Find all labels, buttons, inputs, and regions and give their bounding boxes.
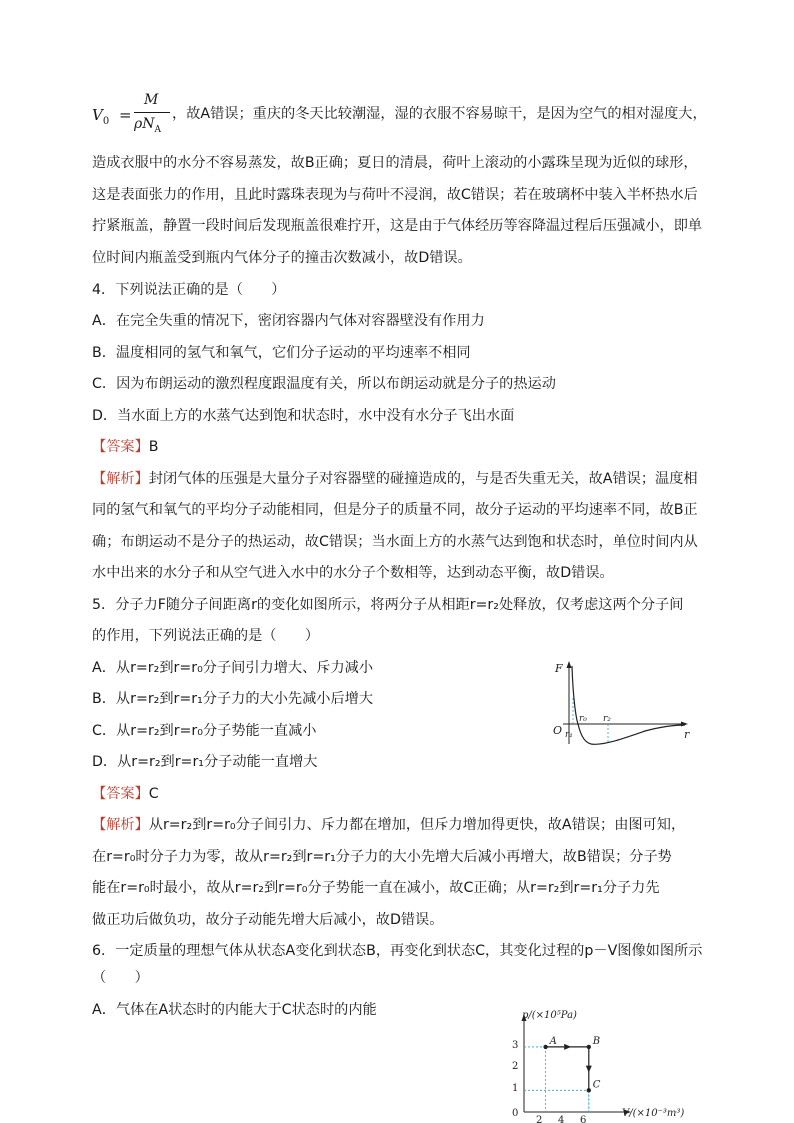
analysis-4-line-2: 同的氢气和氧气的平均分子动能相同，但是分子的质量不同，故分子运动的平均速率不同，故B正: [92, 502, 698, 518]
pv-y-tick-2: 2: [512, 1061, 519, 1072]
pv-points: [543, 1036, 600, 1093]
text-line-1: ，故A错误；重庆的冬天比较潮湿，湿的衣服不容易晾干，是因为空气的相对湿度大，: [172, 106, 707, 122]
pv-y-tick-3: 3: [512, 1040, 519, 1051]
q6-option-a: A．气体在A状态时的内能大于C状态时的内能: [92, 1002, 377, 1018]
formula-v0: [92, 92, 172, 142]
force-r0-label: r₀: [579, 714, 587, 724]
q4-option-c: C．因为布朗运动的激烈程度跟温度有关，所以布朗运动就是分子的热运动: [92, 376, 556, 392]
answer-4: [92, 437, 159, 457]
question-4: 4．下列说法正确的是（ ）: [92, 282, 286, 298]
formula-denominator-subscript: A: [154, 124, 161, 135]
force-curve: [572, 666, 685, 744]
answer-5: [92, 784, 159, 804]
question-6-line-2: （ ）: [92, 970, 149, 986]
force-r1-label: r₁: [565, 730, 573, 740]
pv-process-path: [546, 1044, 592, 1090]
pv-point-label-C: C: [592, 1079, 601, 1091]
pv-y-tick-0: 0: [512, 1108, 519, 1119]
formula-numerator: M: [144, 92, 159, 108]
pv-x-tick-6: 6: [580, 1115, 587, 1123]
pv-point-label-A: A: [549, 1035, 557, 1047]
force-graph-x-label: r: [684, 728, 690, 741]
analysis-5-line-2: 在r=r₀时分子力为零，故从r=r₂到r=r₁分子力的大小先增大后减小再增大，故B错误；分子势: [92, 849, 672, 865]
force-distance-graph: [545, 658, 695, 750]
q5-option-c: C．从r=r₂到r=r₀分子势能一直减小: [92, 723, 317, 739]
pv-y-label: p/(×10⁵Pa): [522, 1010, 577, 1021]
q4-option-d: D．当水面上方的水蒸气达到饱和状态时，水中没有水分子飞出水面: [92, 408, 515, 424]
q5-option-b: B．从r=r₂到r=r₁分子力的大小先减小后增大: [92, 691, 374, 707]
formula-equals: =: [119, 106, 132, 124]
answer-label: 【答案】: [92, 439, 149, 455]
analysis-4-line-1: [92, 469, 698, 489]
text-line-4: 拧紧瓶盖，静置一段时间后发现瓶盖很难拧开，这是由于气体经历等容降温过程后压强减小，即单: [92, 218, 703, 234]
q4-option-b: B．温度相同的氢气和氧气，它们分子运动的平均速率不相同: [92, 345, 471, 361]
analysis-4-line-3: 确；布朗运动不是分子的热运动，故C错误；当水面上方的水蒸气达到饱和状态时，单位时间内从: [92, 534, 698, 550]
pv-point-C: [587, 1088, 591, 1092]
q5-option-d: D．从r=r₂到r=r₁分子动能一直增大: [92, 754, 318, 770]
pv-x-tick-2: 2: [536, 1115, 543, 1123]
pv-guides: [524, 1047, 589, 1112]
answer-4-value: B: [148, 439, 159, 455]
pv-graph: [500, 1008, 700, 1123]
analysis-5-text-1: 从r=r₂到r=r₀分子间引力、斥力都在增加，但斥力增加得更快，故A错误；由图可知，: [148, 817, 686, 833]
force-graph-origin: O: [553, 724, 563, 737]
pv-x-tick-4: 4: [558, 1115, 565, 1123]
pv-point-B: [587, 1045, 591, 1049]
fraction-bar: [134, 112, 170, 113]
pv-arrow-AB: [564, 1044, 571, 1050]
analysis-4-text-1: 封闭气体的压强是大量分子对容器壁的碰撞造成的，与是否失重无关，故A错误；温度相: [148, 471, 698, 487]
q4-option-a: A．在完全失重的情况下，密闭容器内气体对容器壁没有作用力: [92, 313, 485, 329]
force-graph-x-arrow: [681, 722, 688, 727]
question-5-line-1: 5．分子力F随分子间距离r的变化如图所示，将两分子从相距r=r₂处释放，仅考虑这两个分子间: [92, 597, 684, 613]
pv-y-tick-1: 1: [512, 1083, 519, 1094]
force-graph-y-label: F: [555, 662, 563, 675]
text-line-3: 这是表面张力的作用，且此时露珠表现为与荷叶不浸润，故C错误；若在玻璃杯中装入半杯热水后: [92, 187, 698, 203]
formula-denominator: ρN: [134, 116, 155, 132]
question-6-line-1: 6．一定质量的理想气体从状态A变化到状态B，再变化到状态C，其变化过程的p－V图像如图所示: [92, 943, 703, 959]
text-line-2: 造成衣服中的水分不容易蒸发，故B正确；夏日的清晨，荷叶上滚动的小露珠呈现为近似的球形，: [92, 155, 698, 171]
pv-point-A: [543, 1045, 547, 1049]
analysis-5-line-1: [92, 815, 685, 835]
q5-option-a: A．从r=r₂到r=r₀分子间引力增大、斥力减小: [92, 660, 374, 676]
analysis-5-line-4: 做正功后做负功，故分子动能先增大后减小，故D错误。: [92, 912, 444, 928]
formula-v-subscript: 0: [102, 116, 110, 127]
pv-x-label: V/(×10⁻³m³): [622, 1108, 685, 1119]
analysis-4-line-4: 水中出来的水分子和从空气进入水中的水分子个数相等，达到动态平衡，故D错误。: [92, 565, 614, 581]
formula-v-symbol: V: [92, 106, 103, 124]
analysis-label: 【解析】: [92, 471, 149, 487]
text-line-5: 位时间内瓶盖受到瓶内气体分子的撞击次数减小，故D错误。: [92, 250, 472, 266]
analysis-5-line-3: 能在r=r₀时最小，故从r=r₂到r=r₀分子势能一直在减小，故C正确；从r=r₂到r=r₁分子力先: [92, 880, 660, 896]
pv-point-label-B: B: [592, 1035, 601, 1047]
force-r2-label: r₂: [603, 714, 611, 724]
answer-5-value: C: [148, 786, 159, 802]
analysis-label: 【解析】: [92, 817, 149, 833]
question-5-line-2: 的作用，下列说法正确的是（ ）: [92, 628, 320, 644]
answer-label: 【答案】: [92, 786, 149, 802]
pv-arrow-BC: [586, 1066, 592, 1073]
force-graph-y-arrow: [567, 661, 572, 668]
